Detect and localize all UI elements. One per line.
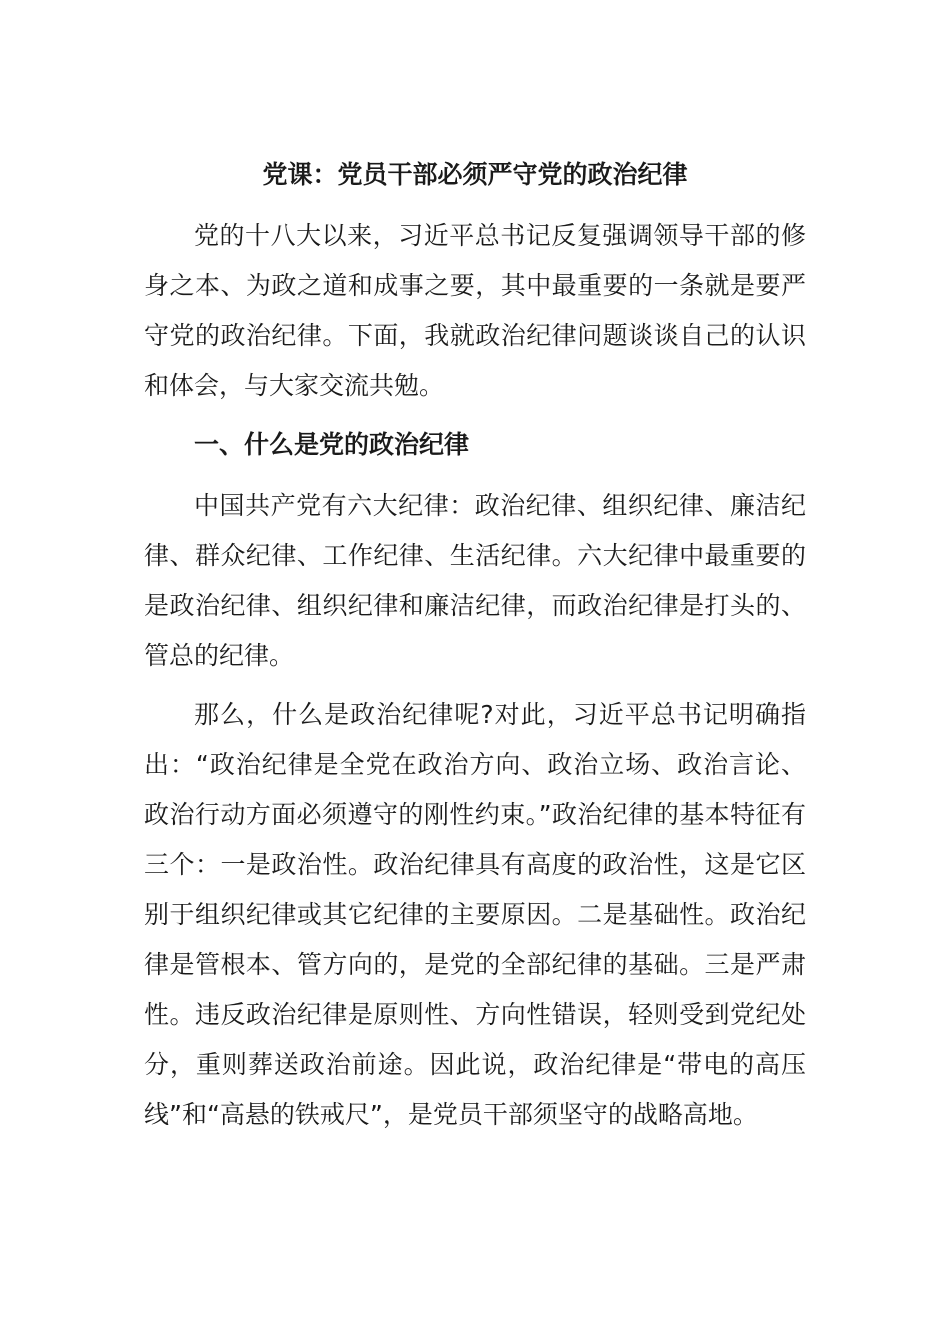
paragraph-six-disciplines: 中国共产党有六大纪律：政治纪律、组织纪律、廉洁纪律、群众纪律、工作纪律、生活纪律。六大纪律中最重要的是政治纪律、组织纪律和廉洁纪律，而政治纪律是打头的、管总的纪律。	[144, 491, 806, 670]
paragraph-political-discipline-definition: 那么，什么是政治纪律呢?对此，习近平总书记明确指出：“政治纪律是全党在政治方向、政治立场、政治言论、政治行动方面必须遵守的刚性约束。”政治纪律的基本特征有三个：一是政治性。政治纪律具有高度的政治性，这是它区别于组织纪律或其它纪律的主要原因。二是基础性。政治纪律是管根本、管方向的，是党的全部纪律的基础。三是严肃性。违反政治纪律是原则性、方向性错误，轻则受到党纪处分，重则葬送政治前途。因此说，政治纪律是“带电的高压线”和“高悬的铁戒尺”，是党员干部须坚守的战略高地。	[144, 700, 806, 1129]
document-title: 党课：党员干部必须严守党的政治纪律	[262, 160, 688, 189]
document-page	[144, 150, 806, 1149]
section-heading-1: 一、什么是党的政治纪律	[194, 430, 470, 459]
paragraph-intro: 党的十八大以来，习近平总书记反复强调领导干部的修身之本、为政之道和成事之要，其中最重要的一条就是要严守党的政治纪律。下面，我就政治纪律问题谈谈自己的认识和体会，与大家交流共勉。	[144, 221, 806, 400]
